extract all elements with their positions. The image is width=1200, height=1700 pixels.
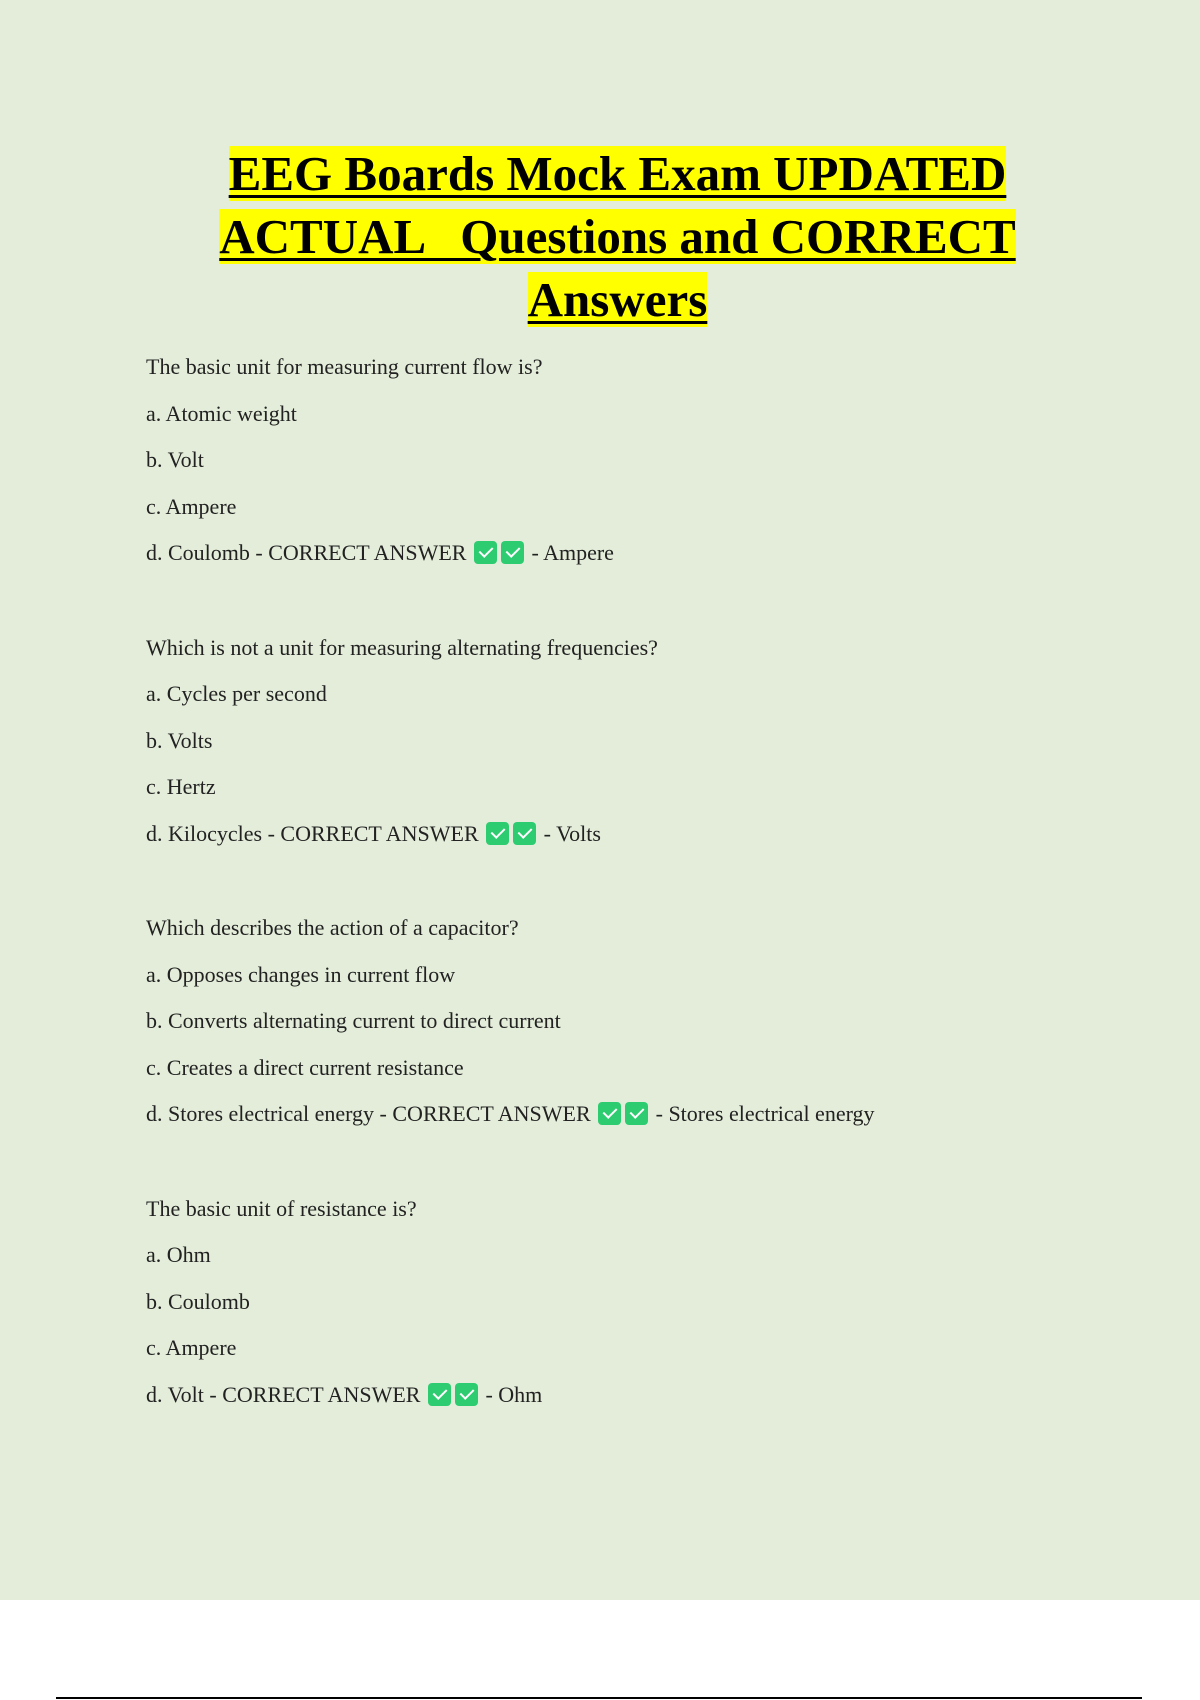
correct-answer-text: - Ampere	[525, 540, 614, 565]
check-box-icon	[455, 1383, 478, 1406]
question-prompt: The basic unit of resistance is?	[146, 1195, 417, 1221]
answer-option-label: d. Kilocycles - CORRECT ANSWER	[146, 820, 485, 846]
answer-option: b. Converts alternating current to direct current	[146, 1008, 561, 1033]
answer-option: a. Ohm	[146, 1242, 211, 1267]
title-line-3: Answers	[527, 272, 708, 327]
answer-option-with-key	[146, 1377, 1106, 1424]
correct-answer-text: - Stores electrical energy	[650, 1101, 875, 1126]
check-box-icon	[501, 541, 524, 564]
title-line-1: EEG Boards Mock Exam UPDATED	[228, 146, 1007, 201]
check-box-icon	[598, 1102, 621, 1125]
question-block	[146, 349, 1106, 582]
answer-option: b. Volt	[146, 447, 204, 472]
question-list	[146, 349, 1106, 1423]
answer-option-with-key	[146, 816, 1106, 863]
answer-option-with-key	[146, 535, 1106, 582]
answer-option: c. Ampere	[146, 1335, 237, 1360]
answer-option: a. Opposes changes in current flow	[146, 961, 456, 987]
answer-option-with-key	[146, 1096, 1106, 1143]
document-title	[150, 142, 1085, 331]
footer-divider	[56, 1697, 1142, 1699]
question-block	[146, 1191, 1106, 1424]
correct-answer-text: - Ohm	[479, 1381, 543, 1407]
check-box-icon	[486, 822, 509, 845]
answer-option-label: d. Volt - CORRECT ANSWER	[146, 1381, 426, 1407]
question-spacer	[146, 582, 1106, 630]
check-box-icon	[428, 1383, 451, 1406]
answer-option: c. Creates a direct current resistance	[146, 1054, 464, 1080]
answer-option: a. Atomic weight	[146, 400, 297, 426]
answer-option: c. Ampere	[146, 493, 237, 519]
check-box-icon	[625, 1102, 648, 1125]
answer-option: c. Hertz	[146, 774, 216, 799]
answer-option-label: d. Stores electrical energy - CORRECT ANSWER	[146, 1101, 597, 1126]
question-block	[146, 910, 1106, 1143]
answer-option: a. Cycles per second	[146, 681, 327, 706]
question-spacer	[146, 862, 1106, 910]
title-line-2: ACTUAL Questions and CORRECT	[219, 209, 1016, 264]
correct-answer-text: - Volts	[538, 820, 601, 846]
answer-option: b. Volts	[146, 727, 213, 753]
answer-option-label: d. Coulomb - CORRECT ANSWER	[146, 540, 472, 565]
question-prompt: Which describes the action of a capacitor?	[146, 915, 519, 940]
answer-option: b. Coulomb	[146, 1288, 250, 1314]
question-prompt: The basic unit for measuring current flow is?	[146, 354, 543, 379]
question-prompt: Which is not a unit for measuring alternating frequencies?	[146, 634, 658, 660]
check-box-icon	[474, 541, 497, 564]
check-box-icon	[513, 822, 536, 845]
question-block	[146, 630, 1106, 863]
question-spacer	[146, 1143, 1106, 1191]
